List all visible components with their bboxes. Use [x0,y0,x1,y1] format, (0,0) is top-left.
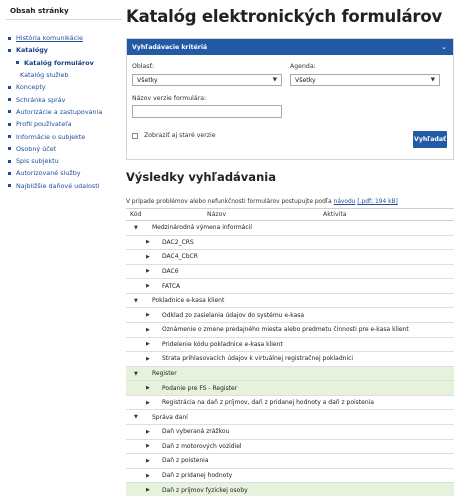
form-name-field [132,95,282,118]
bullet-icon [8,160,11,163]
sidebar-item[interactable] [6,32,122,44]
chevron-down-icon: ▼ [430,77,435,83]
agenda-select[interactable] [290,74,440,86]
guide-file-link[interactable]: [.pdf; 194 kB] [357,199,398,205]
table-row[interactable] [126,440,454,455]
results-info [126,199,454,205]
table-header [126,209,454,221]
oblast-label: Oblasť: [132,63,155,70]
table-row[interactable] [126,250,454,265]
row-label: Podanie pre FS - Register [162,384,238,392]
search-panel-header[interactable] [127,39,453,55]
chevron-down-icon[interactable]: ⌄ [441,43,447,51]
old-versions-checkbox[interactable] [132,133,138,139]
bullet-icon [8,172,11,175]
triangle-down-icon[interactable]: ▼ [134,297,138,304]
row-label: FATCA [162,282,181,290]
row-label: Daň z motorových vozidiel [162,442,242,450]
oblast-select[interactable] [132,74,282,86]
table-row[interactable] [126,469,454,484]
sidebar-item[interactable] [6,81,122,93]
sidebar-nav-list [6,32,122,192]
triangle-right-icon[interactable]: ▶ [146,399,150,406]
search-panel [126,38,454,160]
triangle-right-icon[interactable]: ▶ [146,239,150,246]
triangle-right-icon[interactable]: ▶ [146,472,150,479]
oblast-select-value: Všetky [137,76,158,84]
main-content [126,0,454,496]
triangle-down-icon[interactable]: ▼ [134,414,138,421]
triangle-right-icon[interactable]: ▶ [146,283,150,290]
table-row[interactable] [126,352,454,367]
sidebar-item-label: Katalóg služieb [20,71,69,80]
sidebar-item-label: Koncepty [16,83,46,92]
sidebar-item-label: Schránka správ [16,95,66,104]
chevron-down-icon: ▼ [272,77,277,83]
row-label: Pokladnice e-kasa klient [152,297,225,305]
results-table [126,208,454,496]
sidebar-item[interactable] [6,180,122,192]
triangle-down-icon[interactable]: ▼ [134,224,138,231]
sidebar-item[interactable] [6,69,122,81]
results-title: Výsledky vyhľadávania [126,170,276,184]
sidebar-title: Obsah stránky [6,4,122,20]
triangle-right-icon[interactable]: ▶ [146,326,150,333]
row-label: Register [152,370,177,377]
row-label: DAC4_CbCR [162,253,198,261]
row-label: Medzinárodná výmena informácií [152,224,252,232]
table-row[interactable] [126,396,454,411]
bullet-icon [8,49,11,52]
triangle-right-icon[interactable]: ▶ [146,487,150,494]
row-label: Pridelenie kódu pokladnice e-kasa klient [162,340,283,348]
table-body [126,221,454,496]
table-row[interactable] [126,279,454,294]
bullet-icon [8,147,11,150]
sidebar-item-label: Spis subjektu [16,157,59,166]
sidebar-item-label: Profil používateľa [16,120,72,129]
row-label: Odklad zo zasielania údajov do systému e-kasa [162,311,305,319]
bullet-icon [8,37,11,40]
sidebar-item[interactable] [6,44,122,56]
table-row[interactable] [126,381,454,396]
sidebar-item-label: Katalógy [16,46,48,55]
sidebar-item-label: Katalóg formulárov [24,58,94,67]
table-group-row[interactable] [126,221,454,236]
row-label: Daň z poistenia [162,457,209,465]
results-info-text: V prípade problémov alebo nefunkčnosti formulárov postupujte podľa [126,199,334,205]
search-panel-title: Vyhľadávacie kritériá [132,43,208,51]
table-group-row[interactable] [126,367,454,382]
triangle-down-icon[interactable]: ▼ [134,370,138,377]
row-label: Strata prihlasovacích údajov k virtuálnej registračnej pokladnici [162,355,354,363]
sidebar-item-label: Autorizácie a zastupovania [16,107,103,116]
form-name-label: Názov verzie formulára: [132,95,207,102]
table-row[interactable] [126,483,454,496]
sidebar-item[interactable] [6,118,122,130]
triangle-right-icon[interactable]: ▶ [146,355,150,362]
search-panel-body [127,55,453,159]
column-header-activity[interactable]: Aktivita [323,211,347,218]
column-header-name[interactable]: Názov [207,211,227,218]
row-label: Správa daní [152,413,188,421]
sidebar-item[interactable] [6,130,122,142]
sidebar-item[interactable] [6,167,122,179]
oblast-field [132,63,282,86]
guide-link[interactable]: návodu [333,199,356,205]
page-title: Katalóg elektronických formulárov [126,7,443,26]
sidebar-item[interactable] [6,155,122,167]
bullet-icon [16,61,19,64]
triangle-right-icon[interactable]: ▶ [146,253,150,260]
row-label: Oznámenie o zmene predajného miesta alebo predmetu činnosti pre e-kasa klient [162,326,409,334]
table-row[interactable] [126,308,454,323]
sidebar-item-label: Autorizované služby [16,169,81,178]
table-row[interactable] [126,454,454,469]
sidebar-item[interactable] [6,106,122,118]
old-versions-row [132,132,216,139]
sidebar-item-label: Informácie o subjekte [16,132,86,141]
sidebar-item[interactable] [6,57,122,69]
old-versions-label: Zobraziť aj staré verzie [144,132,216,139]
agenda-field [290,63,440,86]
bullet-icon [8,98,11,101]
triangle-right-icon[interactable]: ▶ [146,428,150,435]
triangle-right-icon[interactable]: ▶ [146,312,150,319]
triangle-right-icon[interactable]: ▶ [146,341,150,348]
row-label: Daň z pridanej hodnoty [162,472,233,480]
table-row[interactable] [126,338,454,353]
triangle-right-icon[interactable]: ▶ [146,385,150,392]
sidebar-item[interactable] [6,143,122,155]
row-label: Daň z príjmov fyzickej osoby [162,486,248,494]
bullet-icon [8,184,11,187]
triangle-right-icon[interactable]: ▶ [146,457,150,464]
row-label: DAC2_CRS [162,238,194,246]
sidebar-item-label: História komunikácie [16,34,83,43]
table-row[interactable] [126,236,454,251]
bullet-icon [8,86,11,89]
form-name-input[interactable] [132,105,282,118]
sidebar-item-label: Osobný účet [16,144,57,153]
agenda-select-value: Všetky [295,76,316,84]
row-label: DAC6 [162,267,179,275]
triangle-right-icon[interactable]: ▶ [146,443,150,450]
table-group-row[interactable] [126,294,454,309]
bullet-icon [8,110,11,113]
table-row[interactable] [126,323,454,338]
table-row[interactable] [126,265,454,280]
search-button[interactable]: Vyhľadať [413,131,447,148]
row-label: Daň vyberaná zrážkou [162,428,230,436]
bullet-icon [8,123,11,126]
row-label: Registrácia na daň z príjmov, daň z pridanej hodnoty a daň z poistenia [162,399,374,407]
sidebar-item-label: Najbližšie daňové udalosti [16,181,100,190]
table-group-row[interactable] [126,410,454,425]
triangle-right-icon[interactable]: ▶ [146,268,150,275]
sidebar-item[interactable] [6,93,122,105]
column-header-code[interactable]: Kód [130,211,142,218]
table-row[interactable] [126,425,454,440]
sidebar [6,4,122,192]
bullet-icon [8,135,11,138]
agenda-label: Agenda: [290,63,316,70]
